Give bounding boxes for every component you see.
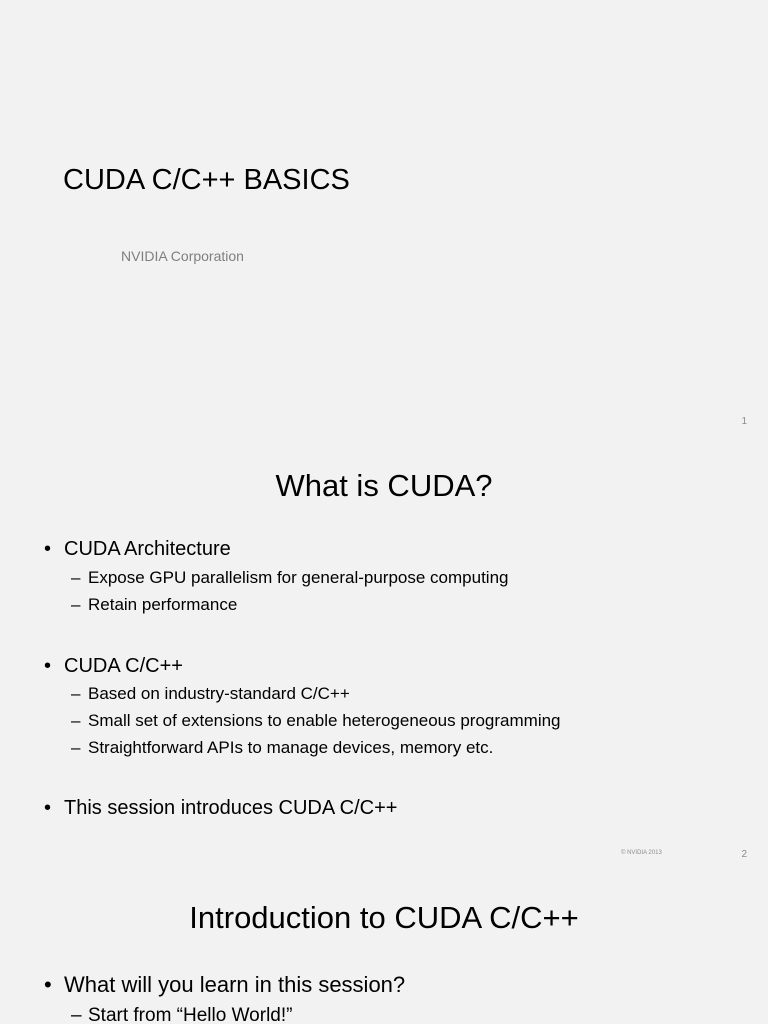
- bullet-item: [44, 538, 231, 561]
- dash-icon: –: [71, 568, 81, 587]
- slide-1: [0, 0, 768, 432]
- sub-bullet-text: Start from “Hello World!”: [88, 1005, 293, 1024]
- slide-3: [0, 864, 768, 1024]
- bullet-icon: •: [44, 655, 52, 677]
- bullet-text: CUDA C/C++: [64, 655, 183, 677]
- page-number: 2: [741, 849, 747, 860]
- sub-bullet-text: Expose GPU parallelism for general-purpose computing: [88, 568, 509, 587]
- bullet-text: What will you learn in this session?: [64, 972, 406, 997]
- slide-2: [0, 432, 768, 864]
- sub-bullet-item: [71, 595, 237, 615]
- sub-bullet-text: Straightforward APIs to manage devices, memory etc.: [88, 738, 494, 757]
- bullet-icon: •: [44, 538, 52, 560]
- dash-icon: –: [71, 595, 81, 614]
- bullet-text: This session introduces CUDA C/C++: [64, 797, 398, 819]
- slide-title: What is CUDA?: [275, 468, 493, 503]
- dash-icon: –: [71, 684, 81, 703]
- bullet-icon: •: [44, 972, 52, 997]
- sub-bullet-item: [71, 568, 508, 588]
- bullet-item: [44, 972, 405, 998]
- slide-title: CUDA C/C++ BASICS: [63, 164, 350, 196]
- sub-bullet-text: Based on industry-standard C/C++: [88, 684, 350, 703]
- sub-bullet-item: [71, 738, 493, 758]
- bullet-item: [44, 655, 183, 678]
- slide-title: Introduction to CUDA C/C++: [189, 900, 579, 935]
- dash-icon: –: [71, 738, 81, 757]
- dash-icon: –: [71, 1005, 82, 1024]
- copyright-notice: © NVIDIA 2013: [621, 850, 662, 856]
- bullet-item: [44, 797, 397, 820]
- bullet-icon: •: [44, 797, 52, 819]
- page-number: 1: [741, 416, 747, 427]
- bullet-text: CUDA Architecture: [64, 538, 231, 560]
- sub-bullet-item: [71, 1005, 292, 1024]
- slide-subtitle: NVIDIA Corporation: [121, 248, 244, 264]
- sub-bullet-text: Small set of extensions to enable heterogeneous programming: [88, 711, 561, 730]
- sub-bullet-item: [71, 711, 561, 731]
- sub-bullet-item: [71, 684, 350, 704]
- sub-bullet-text: Retain performance: [88, 595, 238, 614]
- dash-icon: –: [71, 711, 81, 730]
